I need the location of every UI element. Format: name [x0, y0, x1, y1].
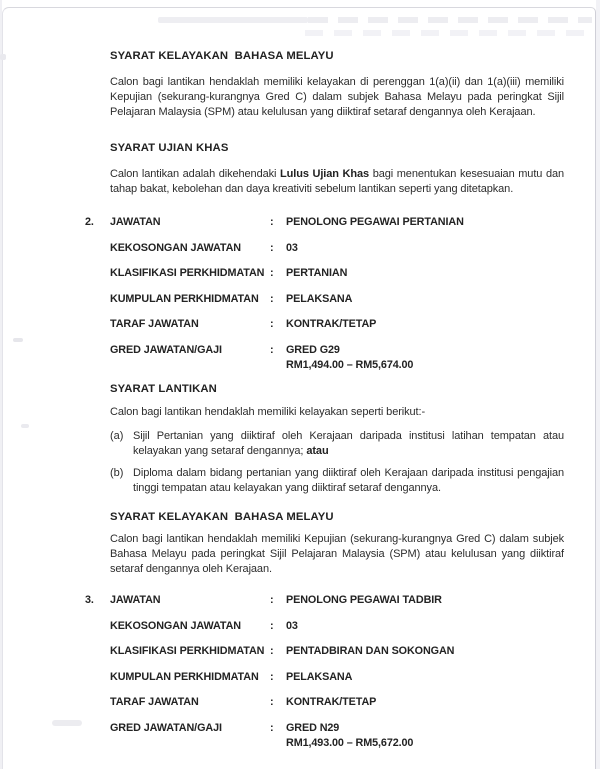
- job-number: 2.: [85, 216, 94, 228]
- field-colon: :: [270, 619, 274, 632]
- scan-speck: [13, 338, 23, 342]
- field-value: [286, 343, 564, 372]
- field-value: 03: [286, 241, 298, 254]
- paragraph-text: bagi menentukan kesesuaian mutu dan tahap bakat, kebolehan dan daya kreativiti sebelum lantikan seperti yang ditetapkan.: [110, 168, 564, 195]
- field-label: KLASIFIKASI PERKHIDMATAN: [110, 645, 265, 657]
- section-heading-bahasa-melayu-2: SYARAT KELAYAKAN BAHASA MELAYU: [110, 511, 334, 523]
- field-label: KUMPULAN PERKHIDMATAN: [110, 292, 259, 305]
- requirement-text: [133, 429, 564, 459]
- field-label: TARAF JAWATAN: [110, 318, 199, 330]
- paragraph-ujian-khas: [110, 167, 564, 197]
- section-heading-bahasa-melayu-1: SYARAT KELAYAKAN BAHASA MELAYU: [110, 50, 334, 62]
- job-section-2: [85, 215, 564, 372]
- field-colon: :: [270, 696, 274, 708]
- field-label: KLASIFIKASI PERKHIDMATAN: [110, 267, 265, 279]
- list-marker: (b): [110, 467, 124, 479]
- field-value: PERTANIAN: [286, 267, 348, 279]
- field-label: JAWATAN: [110, 594, 161, 606]
- requirement-text: Diploma dalam bidang pertanian yang diiktiraf oleh Kerajaan daripada institusi pengajian tinggi tempatan atau kelayakan yang diiktiraf setaraf dengannya.: [133, 467, 564, 494]
- field-label: KEKOSONGAN JAWATAN: [110, 619, 241, 632]
- field-row-klasifikasi: [110, 266, 564, 280]
- paragraph-bahasa-melayu-1: Calon bagi lantikan hendaklah memiliki kelayakan di perenggan 1(a)(ii) dan 1(a)(iii) memiliki Kepujian (sekurang-kurangnya Gred C) dalam subjek Bahasa Melayu pada peringkat Sijil Pelajaran Malaysia (SPM) atau kelulusan yang diiktiraf setaraf dengannya oleh Kerajaan.: [110, 76, 564, 118]
- field-value: [286, 721, 564, 750]
- field-value: PENOLONG PEGAWAI TADBIR: [286, 594, 442, 606]
- field-row-klasifikasi: [110, 644, 564, 658]
- field-label: KUMPULAN PERKHIDMATAN: [110, 670, 259, 683]
- field-row-jawatan: [85, 593, 564, 607]
- paragraph-bold-text: Lulus Ujian Khas: [280, 168, 370, 180]
- job-section-3: [85, 593, 564, 750]
- list-marker: (a): [110, 430, 124, 442]
- field-value: KONTRAK/TETAP: [286, 696, 377, 708]
- field-row-taraf: [110, 695, 564, 709]
- field-colon: :: [270, 216, 274, 228]
- field-row-gred: [110, 721, 564, 750]
- scan-speck: [21, 424, 29, 428]
- field-value: PENOLONG PEGAWAI PERTANIAN: [286, 216, 464, 228]
- field-label: GRED JAWATAN/GAJI: [110, 343, 222, 356]
- field-row-kumpulan: [110, 292, 564, 306]
- field-label: JAWATAN: [110, 216, 161, 228]
- field-row-kekosongan: [110, 619, 564, 633]
- field-colon: :: [270, 670, 274, 683]
- field-row-kumpulan: [110, 670, 564, 684]
- field-value: KONTRAK/TETAP: [286, 318, 377, 330]
- gred-value: GRED G29: [286, 343, 340, 356]
- field-row-kekosongan: [110, 241, 564, 255]
- job-number: 3.: [85, 594, 94, 606]
- salary-range: RM1,494.00 – RM5,674.00: [286, 358, 414, 371]
- page-left-edge: [0, 0, 2, 769]
- field-colon: :: [270, 292, 274, 305]
- paragraph-text: Calon lantikan adalah dikehendaki: [110, 168, 281, 180]
- page-right-edge: [596, 0, 600, 769]
- paragraph-bahasa-melayu-2: Calon bagi lantikan hendaklah memiliki Kepujian (sekurang-kurangnya Gred C) dalam subjek Bahasa Melayu pada peringkat Sijil Pelajaran Malaysia (SPM) atau kelulusan yang diiktiraf setaraf dengannya oleh Kerajaan.: [110, 533, 564, 575]
- field-colon: :: [270, 318, 274, 330]
- field-label: KEKOSONGAN JAWATAN: [110, 241, 241, 254]
- field-value: PELAKSANA: [286, 292, 353, 305]
- gred-value: GRED N29: [286, 721, 340, 734]
- section-heading-syarat-lantikan: SYARAT LANTIKAN: [110, 383, 217, 395]
- paragraph-text: Sijil Pertanian yang diiktiraf oleh Kerajaan daripada institusi latihan tempatan atau kelayakan yang setaraf dengannya;: [133, 430, 564, 457]
- field-colon: :: [270, 721, 274, 734]
- paragraph-bold-text: atau: [306, 445, 329, 457]
- field-value: PELAKSANA: [286, 670, 353, 683]
- field-value: 03: [286, 619, 298, 632]
- section-heading-ujian-khas: SYARAT UJIAN KHAS: [110, 142, 229, 154]
- requirement-item-b: [110, 466, 564, 496]
- syarat-lantikan-intro: Calon bagi lantikan hendaklah memiliki kelayakan seperti berikut:-: [110, 406, 426, 418]
- field-row-gred: [110, 343, 564, 372]
- field-colon: :: [270, 267, 274, 279]
- field-colon: :: [270, 645, 274, 657]
- field-colon: :: [270, 343, 274, 356]
- field-label: TARAF JAWATAN: [110, 696, 199, 708]
- document-content: [85, 0, 564, 761]
- field-colon: :: [270, 241, 274, 254]
- field-label: GRED JAWATAN/GAJI: [110, 721, 222, 734]
- field-colon: :: [270, 594, 274, 606]
- requirement-item-a: [110, 429, 564, 459]
- scan-speck: [52, 720, 82, 726]
- field-row-taraf: [110, 317, 564, 331]
- salary-range: RM1,493.00 – RM5,672.00: [286, 736, 414, 749]
- field-row-jawatan: [85, 215, 564, 229]
- field-value: PENTADBIRAN DAN SOKONGAN: [286, 645, 455, 657]
